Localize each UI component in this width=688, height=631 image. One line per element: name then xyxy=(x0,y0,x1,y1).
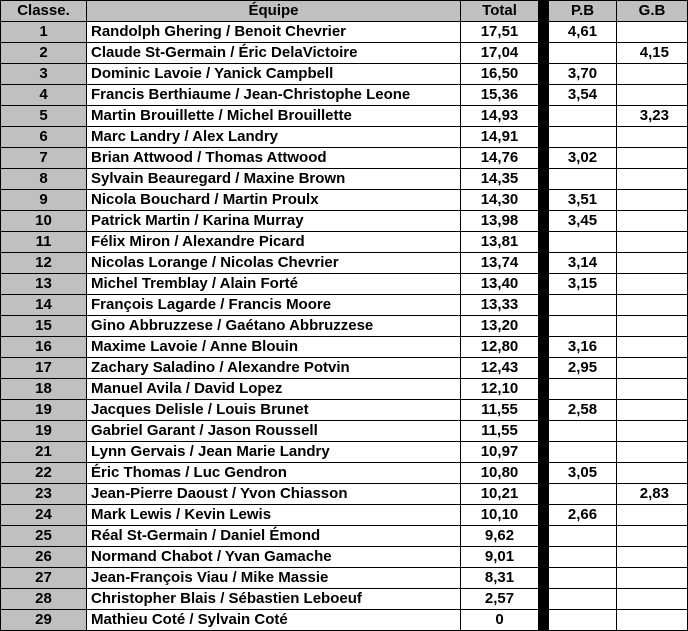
column-separator xyxy=(539,274,549,295)
table-row xyxy=(1,169,688,190)
gb-cell xyxy=(617,148,688,169)
pb-cell xyxy=(549,169,617,190)
table-row xyxy=(1,316,688,337)
column-separator xyxy=(539,190,549,211)
rank-cell: 26 xyxy=(1,547,87,568)
team-cell: Réal St-Germain / Daniel Émond xyxy=(87,526,461,547)
gb-cell xyxy=(617,337,688,358)
column-separator xyxy=(539,379,549,400)
rank-cell: 24 xyxy=(1,505,87,526)
table-row xyxy=(1,358,688,379)
rank-cell: 27 xyxy=(1,568,87,589)
team-cell: Gino Abbruzzese / Gaétano Abbruzzese xyxy=(87,316,461,337)
team-cell: Nicola Bouchard / Martin Proulx xyxy=(87,190,461,211)
column-separator xyxy=(539,547,549,568)
total-cell: 17,04 xyxy=(461,43,539,64)
gb-cell xyxy=(617,169,688,190)
rank-cell: 19 xyxy=(1,421,87,442)
team-cell: Mark Lewis / Kevin Lewis xyxy=(87,505,461,526)
table-row xyxy=(1,148,688,169)
rank-cell: 1 xyxy=(1,22,87,43)
gb-cell xyxy=(617,526,688,547)
team-cell: Normand Chabot / Yvan Gamache xyxy=(87,547,461,568)
gb-cell xyxy=(617,211,688,232)
team-cell: François Lagarde / Francis Moore xyxy=(87,295,461,316)
team-cell: Martin Brouillette / Michel Brouillette xyxy=(87,106,461,127)
table-row xyxy=(1,484,688,505)
team-cell: Gabriel Garant / Jason Roussell xyxy=(87,421,461,442)
table-row xyxy=(1,232,688,253)
total-cell: 13,98 xyxy=(461,211,539,232)
pb-cell xyxy=(549,127,617,148)
rank-cell: 13 xyxy=(1,274,87,295)
team-cell: Maxime Lavoie / Anne Blouin xyxy=(87,337,461,358)
column-separator xyxy=(539,43,549,64)
total-cell: 13,40 xyxy=(461,274,539,295)
team-cell: Jean-Pierre Daoust / Yvon Chiasson xyxy=(87,484,461,505)
total-cell: 10,10 xyxy=(461,505,539,526)
table-row xyxy=(1,127,688,148)
column-separator xyxy=(539,526,549,547)
team-cell: Félix Miron / Alexandre Picard xyxy=(87,232,461,253)
rank-cell: 17 xyxy=(1,358,87,379)
table-row xyxy=(1,85,688,106)
column-separator xyxy=(539,1,549,22)
total-cell: 13,81 xyxy=(461,232,539,253)
pb-cell: 3,45 xyxy=(549,211,617,232)
gb-cell xyxy=(617,463,688,484)
pb-cell xyxy=(549,43,617,64)
team-cell: Christopher Blais / Sébastien Leboeuf xyxy=(87,589,461,610)
column-separator xyxy=(539,421,549,442)
table-row xyxy=(1,337,688,358)
column-separator xyxy=(539,85,549,106)
gb-cell xyxy=(617,421,688,442)
total-cell: 10,21 xyxy=(461,484,539,505)
total-cell: 14,76 xyxy=(461,148,539,169)
table-row xyxy=(1,589,688,610)
team-cell: Manuel Avila / David Lopez xyxy=(87,379,461,400)
pb-cell xyxy=(549,484,617,505)
table-row xyxy=(1,526,688,547)
column-separator xyxy=(539,127,549,148)
rank-cell: 15 xyxy=(1,316,87,337)
gb-cell xyxy=(617,358,688,379)
table-row xyxy=(1,43,688,64)
team-cell: Jean-François Viau / Mike Massie xyxy=(87,568,461,589)
column-separator xyxy=(539,148,549,169)
table-row xyxy=(1,274,688,295)
gb-cell xyxy=(617,379,688,400)
column-separator xyxy=(539,106,549,127)
team-cell: Jacques Delisle / Louis Brunet xyxy=(87,400,461,421)
total-cell: 9,62 xyxy=(461,526,539,547)
pb-cell xyxy=(549,526,617,547)
table-row xyxy=(1,442,688,463)
rank-cell: 29 xyxy=(1,610,87,631)
gb-cell xyxy=(617,589,688,610)
table-row xyxy=(1,463,688,484)
total-cell: 0 xyxy=(461,610,539,631)
header-total: Total xyxy=(461,1,539,22)
rank-cell: 10 xyxy=(1,211,87,232)
header-rank: Classe. xyxy=(1,1,87,22)
column-separator xyxy=(539,610,549,631)
table-row xyxy=(1,295,688,316)
column-separator xyxy=(539,232,549,253)
gb-cell xyxy=(617,127,688,148)
gb-cell xyxy=(617,505,688,526)
pb-cell: 3,02 xyxy=(549,148,617,169)
team-cell: Claude St-Germain / Éric DelaVictoire xyxy=(87,43,461,64)
column-separator xyxy=(539,316,549,337)
team-cell: Dominic Lavoie / Yanick Campbell xyxy=(87,64,461,85)
pb-cell: 3,14 xyxy=(549,253,617,274)
total-cell: 14,30 xyxy=(461,190,539,211)
total-cell: 12,43 xyxy=(461,358,539,379)
gb-cell xyxy=(617,547,688,568)
total-cell: 17,51 xyxy=(461,22,539,43)
table-row xyxy=(1,379,688,400)
rank-cell: 4 xyxy=(1,85,87,106)
team-cell: Lynn Gervais / Jean Marie Landry xyxy=(87,442,461,463)
table-row xyxy=(1,505,688,526)
column-separator xyxy=(539,211,549,232)
total-cell: 12,10 xyxy=(461,379,539,400)
table-row xyxy=(1,211,688,232)
total-cell: 16,50 xyxy=(461,64,539,85)
rank-cell: 8 xyxy=(1,169,87,190)
gb-cell xyxy=(617,610,688,631)
team-cell: Sylvain Beauregard / Maxine Brown xyxy=(87,169,461,190)
table-row xyxy=(1,421,688,442)
total-cell: 14,35 xyxy=(461,169,539,190)
total-cell: 13,74 xyxy=(461,253,539,274)
column-separator xyxy=(539,169,549,190)
column-separator xyxy=(539,442,549,463)
column-separator xyxy=(539,400,549,421)
rank-cell: 7 xyxy=(1,148,87,169)
column-separator xyxy=(539,484,549,505)
gb-cell xyxy=(617,442,688,463)
column-separator xyxy=(539,22,549,43)
column-separator xyxy=(539,358,549,379)
total-cell: 14,93 xyxy=(461,106,539,127)
gb-cell: 3,23 xyxy=(617,106,688,127)
gb-cell xyxy=(617,190,688,211)
header-pb: P.B xyxy=(549,1,617,22)
rank-cell: 5 xyxy=(1,106,87,127)
column-separator xyxy=(539,295,549,316)
pb-cell: 2,95 xyxy=(549,358,617,379)
column-separator xyxy=(539,463,549,484)
team-cell: Francis Berthiaume / Jean-Christophe Leone xyxy=(87,85,461,106)
pb-cell xyxy=(549,568,617,589)
rank-cell: 3 xyxy=(1,64,87,85)
team-cell: Randolph Ghering / Benoit Chevrier xyxy=(87,22,461,43)
pb-cell xyxy=(549,106,617,127)
column-separator xyxy=(539,505,549,526)
column-separator xyxy=(539,568,549,589)
pb-cell xyxy=(549,379,617,400)
total-cell: 11,55 xyxy=(461,421,539,442)
total-cell: 2,57 xyxy=(461,589,539,610)
total-cell: 15,36 xyxy=(461,85,539,106)
rank-cell: 6 xyxy=(1,127,87,148)
pb-cell xyxy=(549,610,617,631)
pb-cell: 3,05 xyxy=(549,463,617,484)
rank-cell: 16 xyxy=(1,337,87,358)
rank-cell: 23 xyxy=(1,484,87,505)
rank-cell: 2 xyxy=(1,43,87,64)
total-cell: 14,91 xyxy=(461,127,539,148)
gb-cell xyxy=(617,64,688,85)
table-row xyxy=(1,106,688,127)
gb-cell xyxy=(617,295,688,316)
pb-cell xyxy=(549,295,617,316)
pb-cell xyxy=(549,589,617,610)
table-row xyxy=(1,22,688,43)
gb-cell: 2,83 xyxy=(617,484,688,505)
rank-cell: 22 xyxy=(1,463,87,484)
header-row xyxy=(1,1,688,22)
table-row xyxy=(1,253,688,274)
gb-cell: 4,15 xyxy=(617,43,688,64)
rank-cell: 11 xyxy=(1,232,87,253)
total-cell: 9,01 xyxy=(461,547,539,568)
team-cell: Nicolas Lorange / Nicolas Chevrier xyxy=(87,253,461,274)
pb-cell xyxy=(549,442,617,463)
team-cell: Éric Thomas / Luc Gendron xyxy=(87,463,461,484)
gb-cell xyxy=(617,568,688,589)
table-row xyxy=(1,64,688,85)
pb-cell: 3,51 xyxy=(549,190,617,211)
pb-cell: 2,58 xyxy=(549,400,617,421)
total-cell: 11,55 xyxy=(461,400,539,421)
team-cell: Patrick Martin / Karina Murray xyxy=(87,211,461,232)
total-cell: 8,31 xyxy=(461,568,539,589)
column-separator xyxy=(539,253,549,274)
gb-cell xyxy=(617,274,688,295)
rank-cell: 28 xyxy=(1,589,87,610)
table-row xyxy=(1,568,688,589)
pb-cell xyxy=(549,316,617,337)
rank-cell: 19 xyxy=(1,400,87,421)
pb-cell: 3,54 xyxy=(549,85,617,106)
table-row xyxy=(1,547,688,568)
team-cell: Zachary Saladino / Alexandre Potvin xyxy=(87,358,461,379)
rank-cell: 25 xyxy=(1,526,87,547)
column-separator xyxy=(539,589,549,610)
team-cell: Mathieu Coté / Sylvain Coté xyxy=(87,610,461,631)
team-cell: Marc Landry / Alex Landry xyxy=(87,127,461,148)
pb-cell xyxy=(549,421,617,442)
gb-cell xyxy=(617,253,688,274)
team-cell: Michel Tremblay / Alain Forté xyxy=(87,274,461,295)
team-cell: Brian Attwood / Thomas Attwood xyxy=(87,148,461,169)
column-separator xyxy=(539,337,549,358)
pb-cell: 3,16 xyxy=(549,337,617,358)
pb-cell: 2,66 xyxy=(549,505,617,526)
rank-cell: 14 xyxy=(1,295,87,316)
table-row xyxy=(1,190,688,211)
rank-cell: 21 xyxy=(1,442,87,463)
table-row xyxy=(1,400,688,421)
total-cell: 13,20 xyxy=(461,316,539,337)
total-cell: 13,33 xyxy=(461,295,539,316)
gb-cell xyxy=(617,400,688,421)
gb-cell xyxy=(617,316,688,337)
rank-cell: 12 xyxy=(1,253,87,274)
total-cell: 10,80 xyxy=(461,463,539,484)
pb-cell: 3,70 xyxy=(549,64,617,85)
header-gb: G.B xyxy=(617,1,688,22)
rank-cell: 9 xyxy=(1,190,87,211)
gb-cell xyxy=(617,22,688,43)
header-team: Équipe xyxy=(87,1,461,22)
column-separator xyxy=(539,64,549,85)
pb-cell: 4,61 xyxy=(549,22,617,43)
gb-cell xyxy=(617,232,688,253)
pb-cell: 3,15 xyxy=(549,274,617,295)
total-cell: 10,97 xyxy=(461,442,539,463)
pb-cell xyxy=(549,547,617,568)
gb-cell xyxy=(617,85,688,106)
table-row xyxy=(1,610,688,631)
total-cell: 12,80 xyxy=(461,337,539,358)
rank-cell: 18 xyxy=(1,379,87,400)
pb-cell xyxy=(549,232,617,253)
